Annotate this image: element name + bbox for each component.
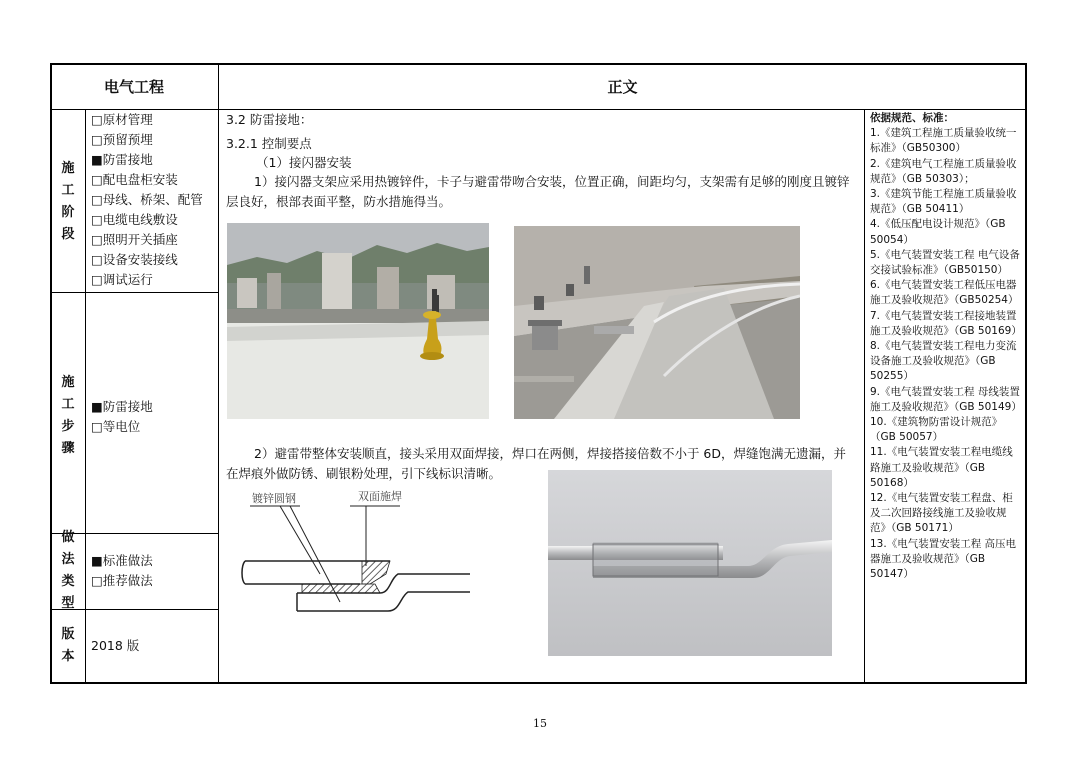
stage-item: □电缆电线敷设 [91,212,178,227]
stage-item: □预留预埋 [91,132,153,147]
ref-item: 1.《建筑工程施工质量验收统一标准》（GB50300） [870,127,1017,155]
ref-item: 4.《低压配电设计规范》（GB 50054） [870,218,1006,246]
references [870,111,1022,582]
weld-diagram [240,484,476,614]
main-header-title: 正文 [607,78,638,96]
step-list [91,397,153,437]
step-item: ■防雷接地 [91,399,153,414]
version-label: 版本 [61,627,75,664]
ref-item: 12.《电气装置安装工程盘、柜及二次回路接线施工及验收规范》（GB 50171） [870,492,1013,535]
rooftop-conductor-photo [514,226,800,419]
subsection-title: 3.2.1 控制要点 [226,136,312,151]
version-value: 2018 版 [91,638,140,653]
stage-item: □设备安装接线 [91,252,178,267]
method-label: 做法类型 [61,530,75,611]
ref-item: 10.《建筑物防雷设计规范》（GB 50057） [870,416,1003,444]
stage-item: □配电盘柜安装 [91,172,178,187]
ref-item: 3.《建筑节能工程施工质量验收规范》（GB 50411） [870,188,1017,216]
ref-item: 6.《电气装置安装工程低压电器施工及验收规范》（GB50254） [870,279,1019,307]
paragraph-1: 1）接闪器支架应采用热镀锌件，卡子与避雷带吻合安装，位置正确，间距均匀，支架需有足够的刚度且镀锌层良好，根部表面平整，防水措施得当。 [226,174,850,209]
refs-title: 依据规范、标准： [870,112,954,124]
stage-divider [50,292,218,293]
weld-photo [548,470,832,656]
method-list [91,551,153,591]
ref-item: 5.《电气装置安装工程 电气设备交接试验标准》（GB50150） [870,248,1020,277]
weld-label-right: 双面施焊 [358,490,402,503]
stage-label: 施工阶段 [61,161,75,242]
left-header-title: 电气工程 [103,78,164,96]
page-number: 15 [533,717,547,730]
stage-item: □调试运行 [91,272,153,287]
step-item: □等电位 [91,419,141,434]
item-title: （1）接闪器安装 [256,155,352,170]
ref-item: 13.《电气装置安装工程 高压电器施工及验收规范》（GB 50147） [870,537,1017,581]
stage-item: □照明开关插座 [91,232,178,247]
ref-item: 7.《电气装置安装工程接地装置施工及验收规范》（GB 50169） [870,309,1022,337]
ref-item: 11.《电气装置安装工程电缆线路施工及验收规范》（GB 50168） [870,446,1013,489]
ref-item: 8.《电气装置安装工程电力变流设备施工及验收规范》（GB 50255） [870,340,1017,383]
stage-item: ■防雷接地 [91,152,153,167]
weld-label-left: 镀锌圆钢 [252,492,296,505]
paragraph-2: 2）避雷带整体安装顺直，接头采用双面焊接，焊口在两侧，焊接搭接倍数不小于 6D，焊缝饱满无遗漏，并在焊痕外做防锈、刷银粉处理，引下线标识清晰。 [226,446,847,481]
left-column-divider [218,63,219,684]
lightning-rod-photo [227,223,489,419]
method-item: □推荐做法 [91,573,153,588]
ref-item: 2.《建筑电气工程施工质量验收规范》（GB 50303）； [870,157,1017,185]
refs-column-divider [864,109,865,684]
stage-list [91,110,203,290]
stage-item: □原材管理 [91,112,153,127]
step-label: 施工步骤 [61,375,75,456]
left-inner-divider [85,109,86,684]
method-item: ■标准做法 [91,553,153,568]
stage-item: □母线、桥架、配管 [91,192,203,207]
ref-item: 9.《电气装置安装工程 母线装置施工及验收规范》（GB 50149） [870,385,1022,413]
section-title: 3.2 防雷接地： [226,112,313,127]
